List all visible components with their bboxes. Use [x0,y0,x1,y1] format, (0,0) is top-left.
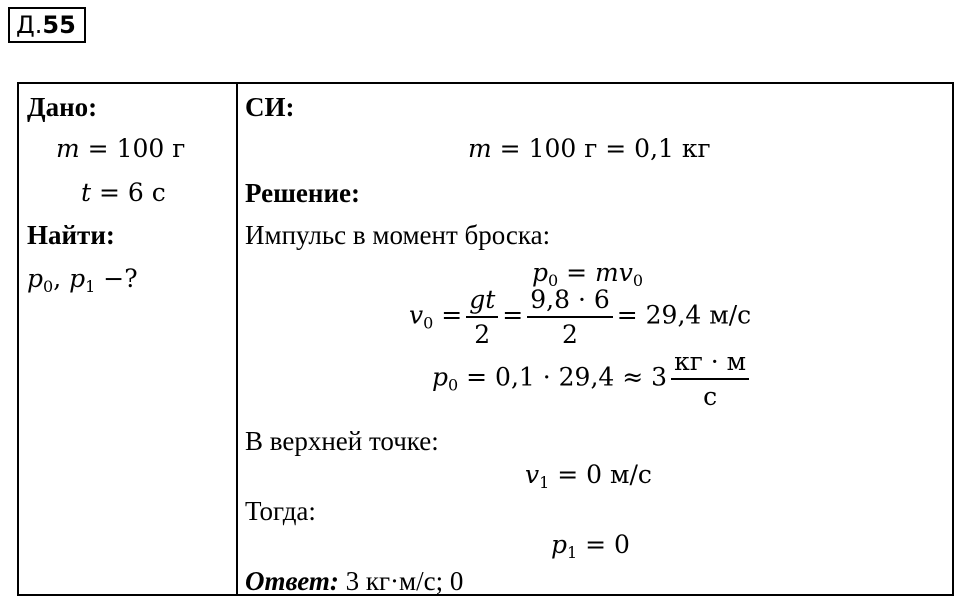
given-time: t = 6 с [81,178,166,207]
impulse-unit-fraction: $\frac{кг \cdot м}{с}$ [671,349,749,409]
v0-formula: $v_0$ = $\frac{gt}{2}$ = $\frac{9,8 \cdot 6}{2}$ = 29,4 м/с [409,285,752,349]
find-quantities: $p_0$, $p_1$ −? [27,264,138,296]
answer-label: Ответ: [245,566,339,596]
then-text: Тогда: [245,496,316,526]
solution-table [17,82,954,596]
si-heading: СИ: [245,92,295,122]
solution-heading: Решение: [245,178,360,208]
find-heading: Найти: [27,220,115,250]
problem-prefix: Д. [16,11,43,39]
impulse-text: Импульс в момент броска: [245,220,551,250]
p1-formula: $p_1 = 0$ [551,530,630,562]
gt-over-2-fraction: $\frac{gt}{2}$ [466,287,498,347]
given-mass: m = 100 г [56,134,186,163]
si-mass-conversion: m = 100 г = 0,1 кг [468,134,711,163]
column-divider [236,84,238,594]
top-point-text: В верхней точке: [245,426,439,456]
p0-value-formula: $p_0 = 0,1 \cdot 29,4 \approx 3$ $\frac{кг \cdot м}{с}$ [432,349,753,409]
problem-number-box [8,7,86,43]
p0-formula: $p_0 = mv_0$ [532,258,644,290]
v0-number-fraction: $\frac{9,8 \cdot 6}{2}$ [527,287,613,347]
v1-formula: $v_1 = 0$ м/с [525,460,652,492]
answer-value: 3 кг·м/с; 0 [345,566,464,596]
given-heading: Дано: [27,92,98,122]
answer-line [245,568,463,595]
problem-number: 55 [42,11,76,39]
